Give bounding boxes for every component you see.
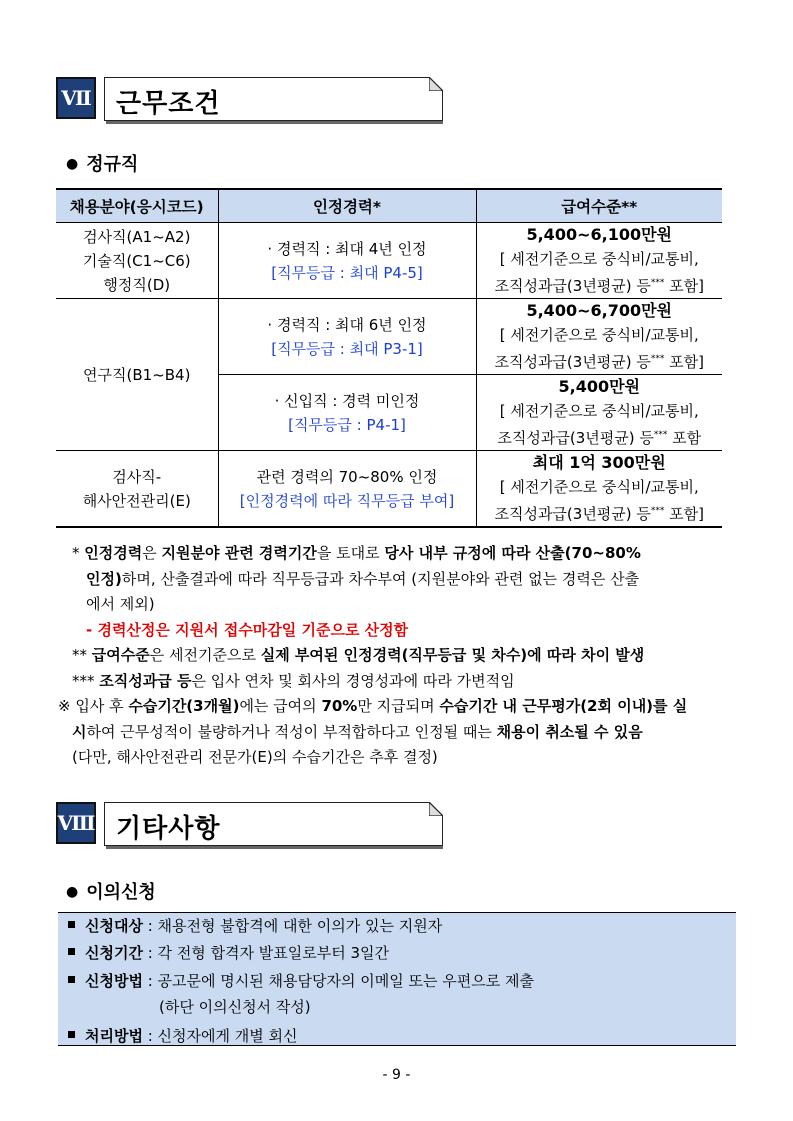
header-career: 인정경력* bbox=[218, 189, 476, 223]
table-header-row bbox=[56, 189, 722, 223]
bullet-icon: ● bbox=[66, 884, 79, 900]
objection-info-box bbox=[58, 912, 736, 1046]
section-8-shadow bbox=[106, 846, 443, 849]
note-1-red: - 경력산정은 지원서 접수마감일 기준으로 산정함 bbox=[86, 620, 409, 639]
footnotes: * 인정경력은 지원분야 관련 경력기간을 토대로 당사 내부 규정에 따라 산출(70~80% 인정)하며, 산출결과에 따라 직무등급과 차수부여 (지원분야와 관련 없는 경력은 산출 에서 제외) - 경력산정은 지원서 접수마감일 기준으로 산정함 ** 급여수준은 세전기준으로 실제 부여된 인정경력(직무등급 및 차수)에 따라 차이 발생 *** 조직성과급 등은 입사 연차 및 회사의 경영성과에 따라 가변적임 ※ 입사 후 수습기간(3개월)에는 급여의 70%만 지급되며 수습기간 내 근무평가(2회 이내)를 실 시하여 근무성적이 불량하거나 적성이 부적합하다고 인정될 때는 채용이 취소될 수 있음 (다만, 해사안전관리 전문가(E)의 수습기간은 추후 결정) bbox=[58, 541, 738, 771]
grade-text: [직무등급 : P4-1] bbox=[288, 415, 406, 434]
header-field: 채용분야(응시코드) bbox=[56, 189, 218, 223]
career-cell: · 경력직 : 최대 4년 인정 [직무등급 : 최대 P4-5] bbox=[218, 223, 476, 299]
folded-corner-icon bbox=[429, 77, 443, 91]
field-cell: 연구직(B1~B4) bbox=[56, 299, 218, 451]
objection-heading: ● 이의신청 bbox=[66, 882, 156, 903]
career-cell: · 신입직 : 경력 미인정 [직무등급 : P4-1] bbox=[218, 375, 476, 451]
grade-text: [직무등급 : 최대 P4-5] bbox=[271, 263, 423, 282]
salary-cell: 최대 1억 300만원 [ 세전기준으로 중식비/교통비, 조직성과급(3년평균) 등*** 포함] bbox=[476, 451, 722, 528]
list-item: 신청기간 : 각 전형 합격자 발표일로부터 3일간 bbox=[68, 942, 389, 963]
regular-heading: ● 정규직 bbox=[66, 154, 139, 175]
table-row bbox=[56, 299, 722, 375]
section-7-title: 근무조건 bbox=[116, 89, 221, 119]
square-bullet-icon bbox=[68, 1031, 75, 1038]
section-8-number: Ⅷ bbox=[56, 802, 96, 844]
note-2: ** 급여수준은 세전기준으로 실제 부여된 인정경력(직무등급 및 차수)에 따라 차이 발생 bbox=[72, 646, 645, 664]
note-1: * 인정경력은 지원분야 관련 경력기간을 토대로 당사 내부 규정에 따라 산출(70~80% bbox=[72, 544, 641, 562]
salary-cell: 5,400만원 [ 세전기준으로 중식비/교통비, 조직성과급(3년평균) 등*** 포함 bbox=[476, 375, 722, 451]
list-item: 신청대상 : 채용전형 불합격에 대한 이의가 있는 지원자 bbox=[68, 915, 442, 936]
section-7-number: Ⅶ bbox=[56, 77, 96, 119]
section-7-header bbox=[56, 75, 443, 123]
career-cell: 관련 경력의 70~80% 인정 [인정경력에 따라 직무등급 부여] bbox=[218, 451, 476, 528]
list-item: 신청방법 : 공고문에 명시된 채용담당자의 이메일 또는 우편으로 제출 bbox=[68, 970, 534, 991]
table-row bbox=[56, 451, 722, 528]
salary-cell: 5,400~6,100만원 [ 세전기준으로 중식비/교통비, 조직성과급(3년평균) 등*** 포함] bbox=[476, 223, 722, 299]
table-row bbox=[56, 223, 722, 299]
page-number: - 9 - bbox=[382, 1067, 411, 1083]
grade-text: [인정경력에 따라 직무등급 부여] bbox=[239, 491, 455, 510]
salary-cell: 5,400~6,700만원 [ 세전기준으로 중식비/교통비, 조직성과급(3년평균) 등*** 포함] bbox=[476, 299, 722, 375]
list-item-continuation: (하단 이의신청서 작성) bbox=[159, 998, 311, 1016]
field-cell: 검사직- 해사안전관리(E) bbox=[56, 451, 218, 528]
square-bullet-icon bbox=[68, 976, 75, 983]
list-item: 처리방법 : 신청자에게 개별 회신 bbox=[68, 1025, 298, 1046]
folded-corner-icon bbox=[429, 802, 443, 816]
career-cell: · 경력직 : 최대 6년 인정 [직무등급 : 최대 P3-1] bbox=[218, 299, 476, 375]
square-bullet-icon bbox=[68, 921, 75, 928]
grade-text: [직무등급 : 최대 P3-1] bbox=[271, 339, 423, 358]
header-salary: 급여수준** bbox=[476, 189, 722, 223]
square-bullet-icon bbox=[68, 948, 75, 955]
note-3: *** 조직성과급 등은 입사 연차 및 회사의 경영성과에 따라 가변적임 bbox=[72, 671, 515, 690]
work-conditions-table bbox=[56, 188, 722, 528]
note-4: ※ 입사 후 수습기간(3개월)에는 급여의 70%만 지급되며 수습기간 내 근무평가(2회 이내)를 실 bbox=[58, 697, 688, 715]
bullet-icon: ● bbox=[66, 156, 79, 172]
section-7-shadow bbox=[106, 121, 443, 124]
field-cell: 검사직(A1~A2) 기술직(C1~C6) 행정직(D) bbox=[56, 223, 218, 299]
section-8-header bbox=[56, 800, 443, 848]
section-8-title: 기타사항 bbox=[116, 814, 221, 844]
